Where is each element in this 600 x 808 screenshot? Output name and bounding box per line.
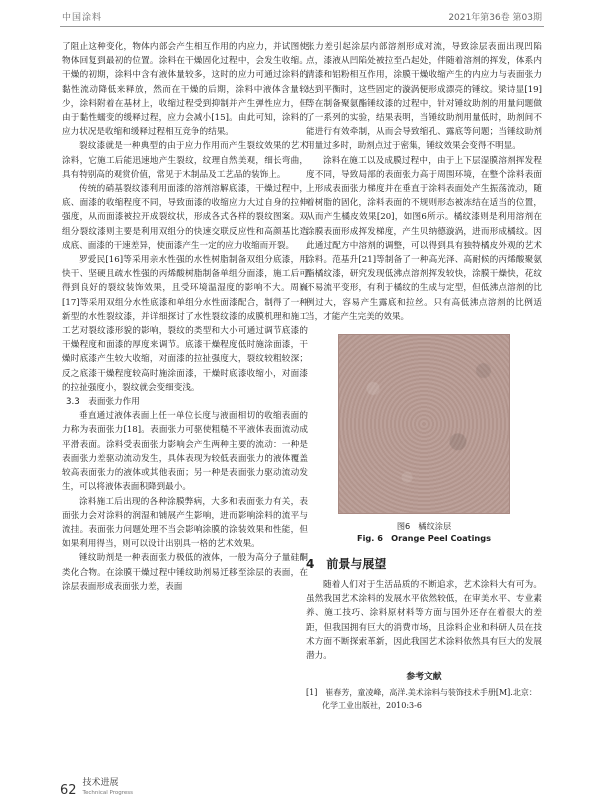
section-heading: 3.3 表面张力作用	[66, 397, 140, 408]
footer-brand-en: Technical Progress	[82, 790, 134, 796]
paragraph: 涂料施工后出现的各种涂膜弊病，大多和表面张力有关，表面张力会对涂料的润湿和铺展产生影响，进而影响涂料的流平与流挂。表面张力问题处理不当会影响涂膜的涂装效果和性能，但如果利用得当，则可以设计出别具一格的艺术效果。	[62, 496, 308, 550]
footer	[60, 778, 133, 798]
header-rule	[60, 26, 544, 27]
paragraph: 张力差引起涂层内部溶剂形成对流，导致涂层表面出现凹陷点，漆液从凹陷处被拉至凸起处，伴随着溶剂的挥发，体系内清漆和铝粉相互作用，涂膜干燥收缩产生的内应力与表面张力达到平衡时，这些固定的漩涡便形成漂亮的锤纹。梁诗显[19]等在制备聚氨酯锤纹漆的过程中，针对锤纹助剂的用量问题做了一系列的实验，结果表明，当锤纹助剂用量低时，助剂间不能进行有效牵制，从而会导致缩孔、露底等问题；当锤纹助剂用量过多时，助剂点过于密集，锤纹效果会变得不明显。	[306, 42, 542, 152]
section-title: 4 前景与展望	[306, 557, 387, 572]
paragraph: 锤纹助剂是一种表面张力极低的液体，一般为高分子量硅酮类化合物。在涂膜干燥过程中锤纹助剂易迁移至涂层的表面，在涂层表面形成表面张力差，表面	[62, 553, 308, 592]
footer-brand-cn: 技术进展	[82, 778, 119, 788]
orange-peel-figure	[338, 334, 510, 514]
paragraph: 垂直通过液体表面上任一单位长度与液面相切的收缩表面的力称为表面张力[18]。表面张力可驱使粗糙不平液体表面流动成平滑表面。涂料受表面张力影响会产生两种主要的流动：一种是表面张力差驱动流动发生，具体表现为较低表面张力的液体覆盖较高表面张力的液体或其他表面；另一种是表面张力驱动流动发生，可以将液体表面积降到最小。	[62, 411, 308, 493]
header-issue: 2021年第36卷 第03期	[448, 13, 542, 23]
right-column	[306, 40, 542, 712]
paragraph: 了阻止这种变化，物体内部会产生相互作用的内应力，并试图使物体回复到最初的位置。涂料在干燥固化过程中，会发生收缩。干燥的初期，涂料中含有液体量较多，这时的应力可通过涂料的黏性流动降低来释放，然而在干燥的后期，涂料中液体含量较少，涂料附着在基材上，收缩过程受到抑制并产生弹性应力，但由于黏性蠕变的缓释过程，应力会减小[15]。由此可知，涂料的应力状况是收缩和缓释过程相互竞争的结果。	[62, 42, 308, 138]
figure-caption-cn: 图6 橘纹涂层	[396, 521, 452, 532]
paragraph: 裂纹漆就是一种典型的由于应力作用而产生裂纹效果的艺术涂料，它施工后能迅速地产生裂纹，纹理自然美观，细长弯曲，具有特别高的观赏价值，常见于木制品及工艺品的装饰上。	[62, 141, 308, 180]
left-column	[62, 40, 308, 594]
page-number: 62	[60, 783, 77, 798]
paragraph: 传统的硝基裂纹漆利用面漆的溶剂溶解底漆，干燥过程中，底、面漆的收缩程度不同，导致面漆的收缩应力大过自身的拉伸强度，从而面漆被拉开成裂纹状，形成各式各样的裂纹图案。双组分裂纹漆则主要是利用双组分的快速交联反应性和高颜基比造成底、面漆的干速差异，使面漆产生一定的应力收缩而开裂。	[62, 184, 308, 251]
paragraph: 随着人们对于生活品质的不断追求，艺术涂料大有可为。虽然我国艺术涂料的发展水平依然较低，在审美水平、专业素养、施工技巧、涂料原材料等方面与国外还存在着很大的差距，但我国拥有巨大的消费市场，且涂料企业和科研人员在技术方面不断探索革新，因此我国艺术涂料依然具有巨大的发展潜力。	[306, 580, 542, 662]
paragraph: 涂料在施工以及成膜过程中，由于上下层湿膜溶剂挥发程度不同，导致局部的表面张力高于周围环境，在整个涂料表面上形成表面张力梯度并在垂直于涂料表面处产生振荡流动，随着树脂的固化，涂料表面的不规则形态被冻结在适当的位置，从而产生橘皮效果[20]，如图6所示。橘纹漆则是利用溶剂在涂膜表面形成挥发梯度，产生贝纳德漩涡，进而形成橘纹。因此通过配方中溶剂的调整，可以得到具有独特橘皮外观的艺术涂料。范基升[21]等制备了一种高光泽、高耐候的丙烯酸聚氨酯橘纹漆，研究发现低沸点溶剂挥发较快，涂膜干燥快，花纹不易流平变形，有利于橘纹的生成与定型，但低沸点溶剂的比例过大，容易产生露底和拉丝。只有高低沸点溶剂的比例适当，才能产生完美的效果。	[306, 155, 542, 322]
footer-brand	[83, 778, 133, 798]
paragraph: 罗爱民[16]等采用亲水性强的水性树脂制备双组分底漆，用快干、坚硬且疏水性强的丙烯酸树脂制备单组分面漆，施工后可得到良好的裂纹装饰效果，且受环境温湿度的影响不大。周巍[17]等采用双组分水性底漆和单组分水性面漆配合，制得了一种新型的水性裂纹漆，并详细探讨了水性裂纹漆的成膜机理和施工工艺对裂纹漆形貌的影响，裂纹的类型和大小可通过调节底漆的干燥程度和面漆的厚度来调节。底漆干燥程度低时施涂面漆，干燥时底漆产生较大收缩，对面漆的拉扯强度大，裂纹较粗较深；反之底漆干燥程度较高时施涂面漆，干燥时底漆收缩小，对面漆的拉扯强度小，裂纹就会变细变浅。	[62, 255, 308, 393]
header-journal: 中国涂料	[62, 13, 103, 23]
figure-caption-en: Fig. 6 Orange Peel Coatings	[357, 533, 491, 544]
reference-item: [1] 崔春芳，童凌峰，高洋.美术涂料与装饰技术手册[M].北京：化学工业出版社，2010:3-6	[306, 688, 537, 711]
references-title: 参考文献	[406, 672, 442, 683]
